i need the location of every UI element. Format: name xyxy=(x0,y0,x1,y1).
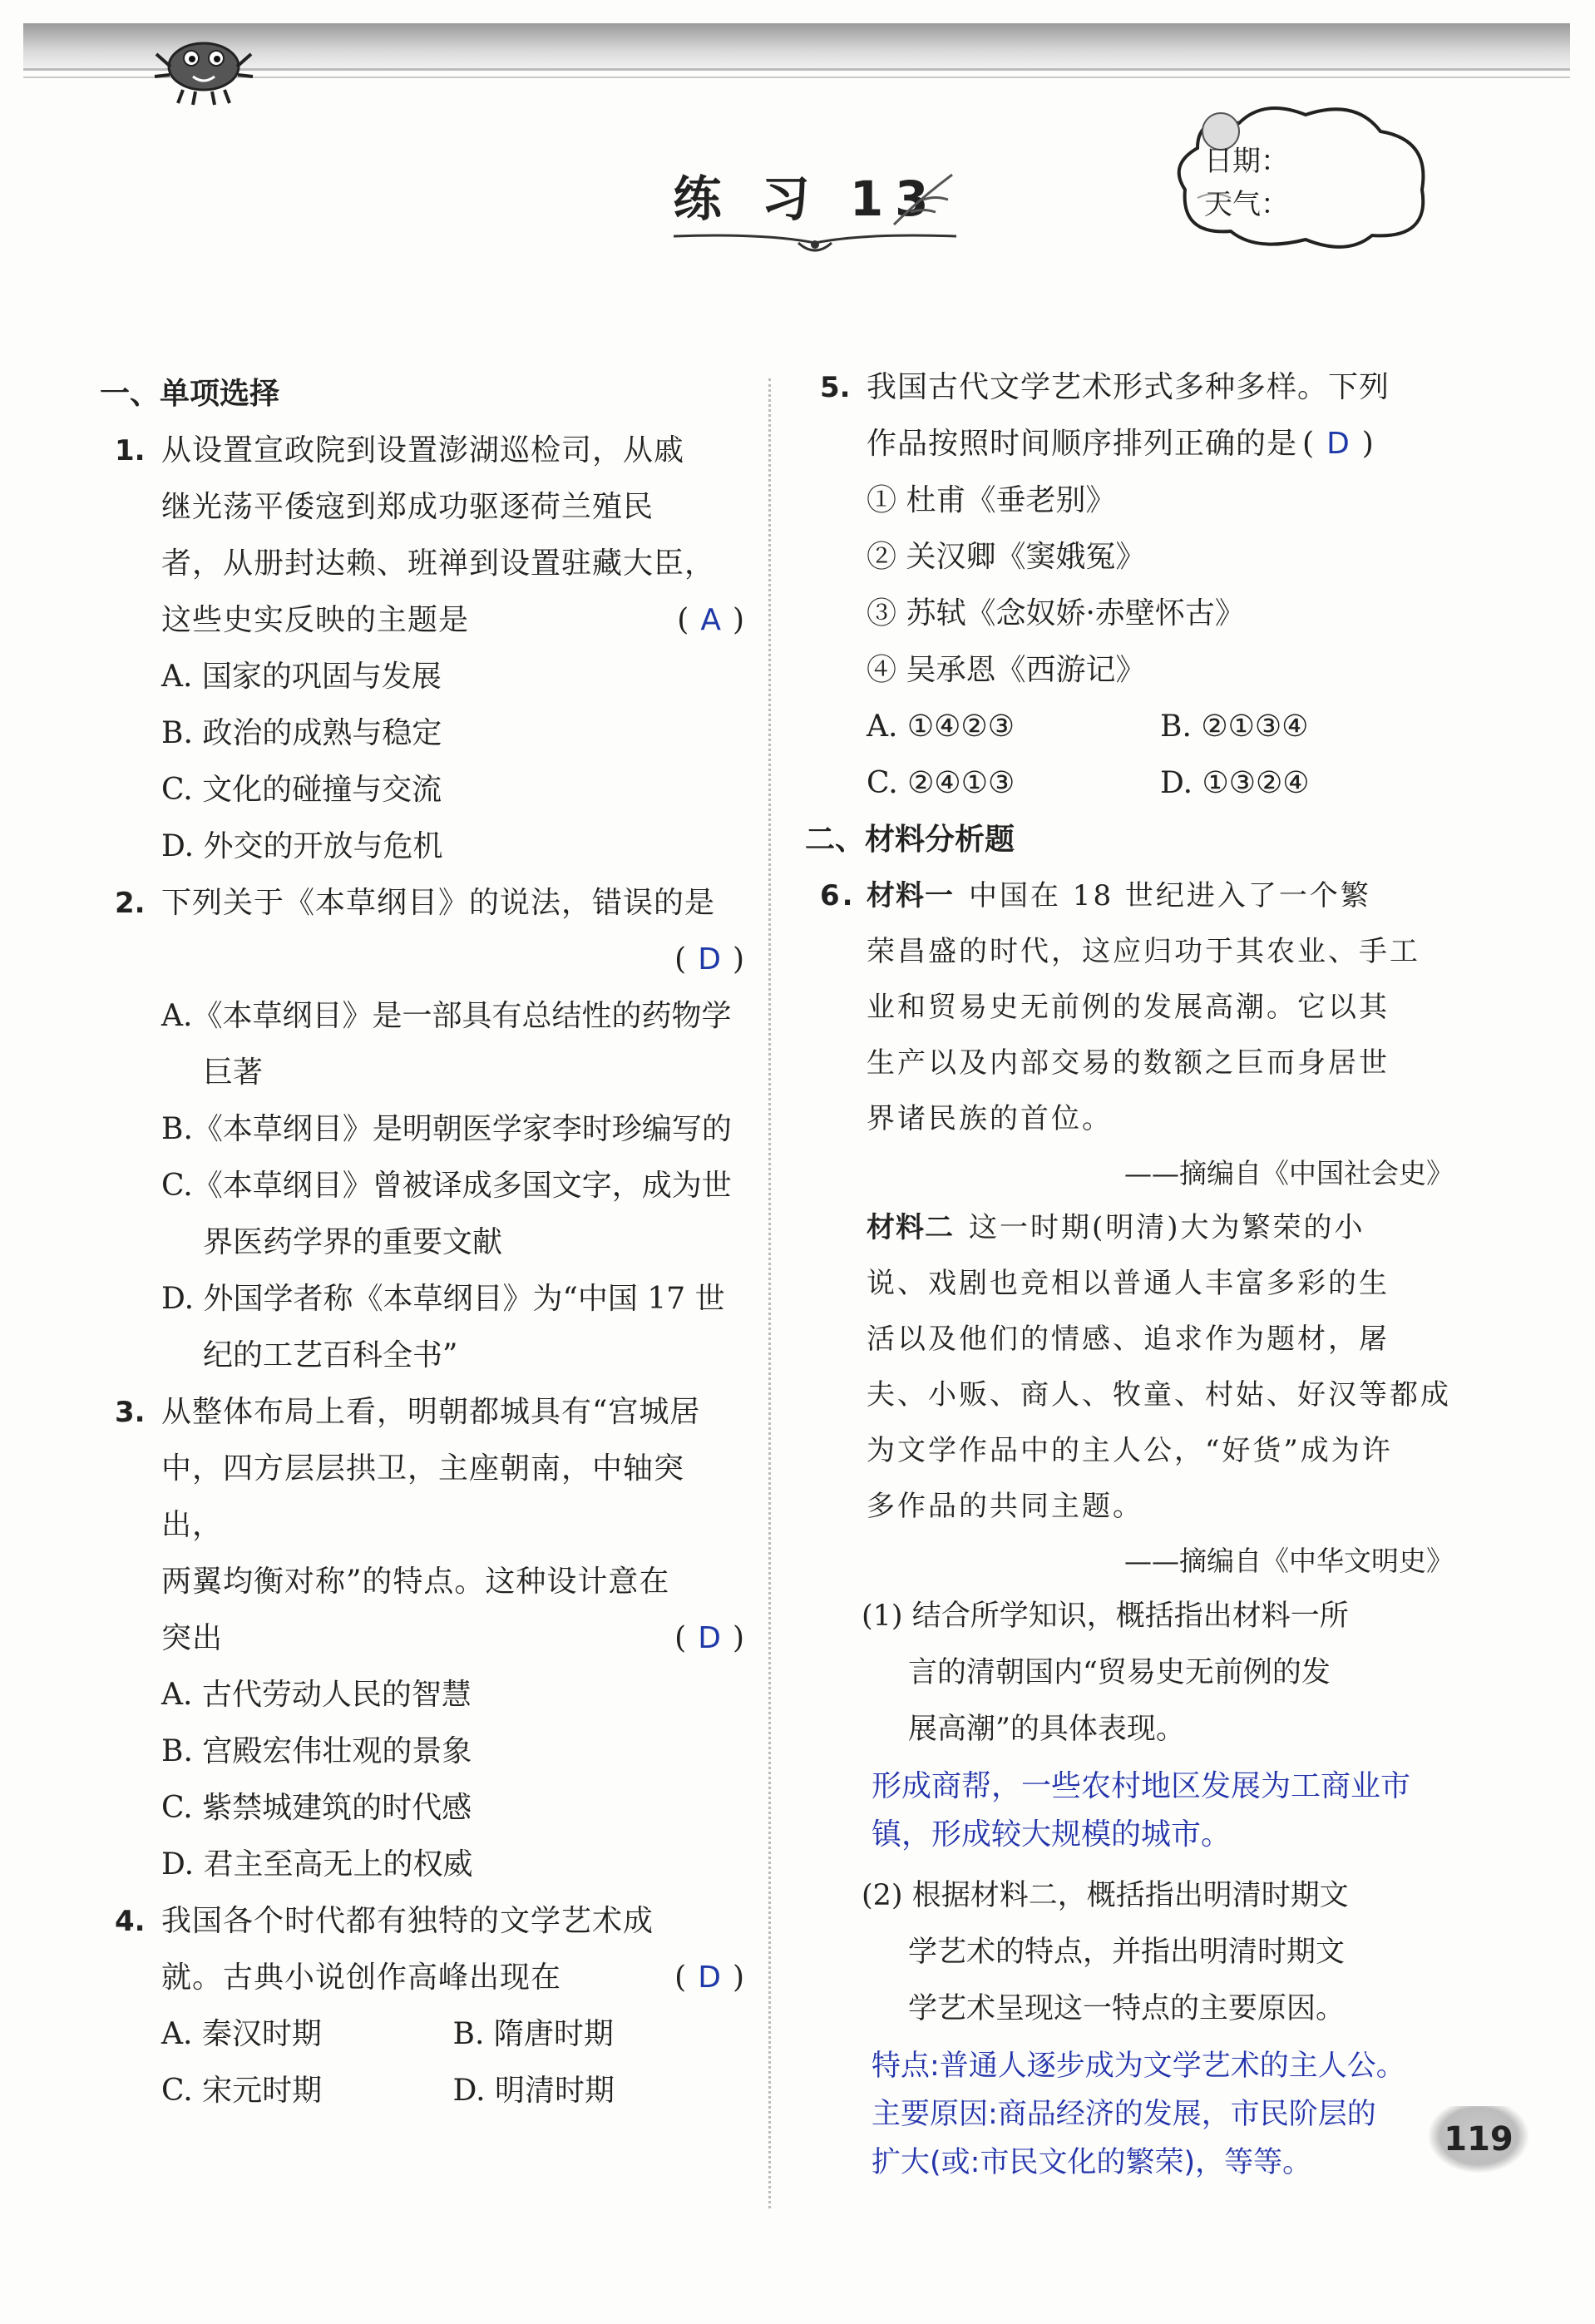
option: B. 隋唐时期 xyxy=(452,2017,614,2051)
question-number: 1. xyxy=(115,434,146,467)
material-one xyxy=(805,868,1454,1147)
question-stem-line: 作品按照时间顺序排列正确的是 xyxy=(867,427,1298,461)
question-4 xyxy=(100,1893,744,2006)
option: A. 国家的巩固与发展 xyxy=(161,660,442,694)
material-line: 生产以及内部交易的数额之巨而身居世 xyxy=(867,1046,1390,1080)
option: B.《本草纲目》是明朝医学家李时珍编写的 xyxy=(161,1112,732,1146)
material-label: 材料二 xyxy=(867,1211,954,1244)
option: B. ②①③④ xyxy=(1160,710,1309,744)
date-weather-card xyxy=(1164,98,1439,256)
answer-value: D xyxy=(698,1961,721,1995)
answer-value: A xyxy=(700,603,721,637)
option-row xyxy=(100,2006,744,2063)
answer-line: 镇，形成较大规模的城市。 xyxy=(872,1817,1232,1852)
material-line: 为文学作品中的主人公，“好货”成为许 xyxy=(867,1434,1393,1467)
list-item: ③ 苏轼《念奴娇·赤壁怀古》 xyxy=(867,596,1245,630)
answer-line: 形成商帮，一些农村地区发展为工商业市 xyxy=(872,1769,1411,1803)
question-2 xyxy=(100,875,744,988)
answer-bracket: ( D ) xyxy=(674,942,744,977)
handwritten-answer-1 xyxy=(872,1763,1454,1859)
material-line: 这一时期(明清)大为繁荣的小 xyxy=(969,1211,1365,1244)
option: B. 宫殿宏伟壮观的景象 xyxy=(161,1734,472,1768)
question-number: 2. xyxy=(115,887,146,920)
list-item: ④ 吴承恩《西游记》 xyxy=(867,653,1146,687)
date-label: 日期： xyxy=(1204,145,1289,178)
question-5 xyxy=(805,359,1454,472)
option: D. 明清时期 xyxy=(452,2074,615,2108)
title-area xyxy=(649,160,998,276)
answer-bracket: ( D ) xyxy=(674,1961,744,1995)
answer-value: D xyxy=(698,942,721,977)
material-line: 业和贸易史无前例的发展高潮。它以其 xyxy=(867,991,1390,1024)
sub-question-line: 学艺术呈现这一特点的主要原因。 xyxy=(908,1992,1346,2025)
material-source: ——摘编自《中国社会史》 xyxy=(1124,1157,1454,1189)
answer-line: 扩大(或:市民文化的繁荣)，等等。 xyxy=(872,2146,1312,2179)
option: A. ①④②③ xyxy=(867,710,1015,744)
option: A. 秦汉时期 xyxy=(161,2017,322,2051)
sub-question-line: 言的清朝国内“贸易史无前例的发 xyxy=(908,1656,1331,1689)
question-stem-line: 继光荡平倭寇到郑成功驱逐荷兰殖民 xyxy=(161,490,654,524)
question-stem-line: 这些史实反映的主题是 xyxy=(161,603,470,637)
option: D. 外国学者称《本草纲目》为“中国 17 世纪的工艺百科全书” xyxy=(161,1282,725,1372)
material-line: 中国在 18 世纪进入了一个繁 xyxy=(969,879,1371,912)
sub-question-1 xyxy=(805,1588,1454,1758)
answer-bracket: ( A ) xyxy=(677,603,744,637)
material-label: 材料一 xyxy=(867,879,954,912)
question-stem-line: 我国古代文学艺术形式多种多样。下列 xyxy=(867,370,1390,404)
weather-label: 天气： xyxy=(1204,188,1289,221)
option: A. 古代劳动人民的智慧 xyxy=(161,1678,472,1712)
material-line: 多作品的共同主题。 xyxy=(867,1490,1143,1523)
material-line: 荣昌盛的时代，这应归功于其农业、手工 xyxy=(867,935,1420,968)
answer-bracket: ( D ) xyxy=(674,1621,744,1655)
sub-question-2 xyxy=(805,1867,1454,2037)
option-row xyxy=(805,755,1454,812)
page-number: 119 xyxy=(1429,2106,1528,2173)
question-number: 3. xyxy=(115,1396,146,1429)
option: D. 君主至高无上的权威 xyxy=(161,1847,473,1881)
option: C.《本草纲目》曾被译成多国文字，成为世界医药学界的重要文献 xyxy=(161,1169,732,1259)
column-divider xyxy=(768,378,771,2208)
question-stem-line: 两翼均衡对称”的特点。这种设计意在 xyxy=(161,1565,670,1599)
question-stem-line: 我国各个时代都有独特的文学艺术成 xyxy=(161,1904,654,1938)
answer-value: D xyxy=(698,1621,721,1655)
option: D. 外交的开放与危机 xyxy=(161,829,443,863)
material-line: 夫、小贩、商人、牧童、村姑、好汉等都成 xyxy=(867,1378,1451,1412)
question-number: 4. xyxy=(115,1905,146,1938)
sub-question-line: 展高潮”的具体表现。 xyxy=(908,1713,1185,1746)
material-line: 界诸民族的首位。 xyxy=(867,1102,1113,1135)
option: C. 宋元时期 xyxy=(161,2074,323,2108)
sub-question-line: 学艺术的特点，并指出明清时期文 xyxy=(908,1936,1346,1969)
page-title: 练 习 13 xyxy=(673,171,941,227)
question-1 xyxy=(100,423,744,649)
option: B. 政治的成熟与稳定 xyxy=(161,716,442,750)
list-item: ② 关汉卿《窦娥冤》 xyxy=(867,540,1146,574)
answer-bracket: ( D ) xyxy=(1302,427,1375,461)
material-line: 说、戏剧也竞相以普通人丰富多彩的生 xyxy=(867,1267,1390,1300)
sub-question-line: (1) 结合所学知识，概括指出材料一所 xyxy=(862,1600,1349,1633)
question-stem-line: 突出 xyxy=(161,1621,224,1655)
question-number: 6. xyxy=(820,879,856,912)
option-row xyxy=(805,699,1454,755)
sub-question-line: (2) 根据材料二，概括指出明清时期文 xyxy=(862,1879,1349,1912)
option: A.《本草纲目》是一部具有总结性的药物学巨著 xyxy=(161,999,732,1090)
option: C. 紫禁城建筑的时代感 xyxy=(161,1791,472,1825)
crab-mascot-icon xyxy=(150,17,258,108)
handwritten-answer-2 xyxy=(872,2042,1454,2187)
question-3 xyxy=(100,1384,744,1667)
question-number: 5. xyxy=(820,371,851,404)
question-stem-line: 者，从册封达赖、班禅到设置驻藏大臣， xyxy=(161,546,716,581)
question-stem-line: 从整体布局上看，明朝都城具有“宫城居 xyxy=(161,1395,701,1429)
option-row xyxy=(100,2063,744,2119)
material-two xyxy=(805,1200,1454,1535)
option: C. ②④①③ xyxy=(867,766,1015,800)
question-stem-line: 从设置宣政院到设置澎湖巡检司，从戚 xyxy=(161,433,685,467)
question-stem-line: 就。古典小说创作高峰出现在 xyxy=(161,1961,562,1995)
answer-value: D xyxy=(1326,427,1351,461)
material-source: ——摘编自《中华文明史》 xyxy=(1124,1545,1454,1577)
option: C. 文化的碰撞与交流 xyxy=(161,773,442,807)
section-heading-material: 二、材料分析题 xyxy=(805,823,1015,857)
left-column xyxy=(100,366,744,2119)
list-item: ① 杜甫《垂老别》 xyxy=(867,483,1116,517)
option: D. ①③②④ xyxy=(1160,766,1310,800)
reed-sprig-icon xyxy=(886,166,960,233)
right-column xyxy=(805,359,1454,2195)
answer-line: 特点:普通人逐步成为文学艺术的主人公。 xyxy=(872,2050,1405,2083)
section-heading-choice: 一、单项选择 xyxy=(100,377,280,411)
question-stem-line: 中，四方层层拱卫，主座朝南，中轴突出， xyxy=(161,1451,685,1542)
question-stem-line: 下列关于《本草纲目》的说法，错误的是 xyxy=(161,886,716,920)
answer-line: 主要原因:商品经济的发展，市民阶层的 xyxy=(872,2098,1376,2131)
material-line: 活以及他们的情感、追求作为题材，屠 xyxy=(867,1323,1390,1356)
